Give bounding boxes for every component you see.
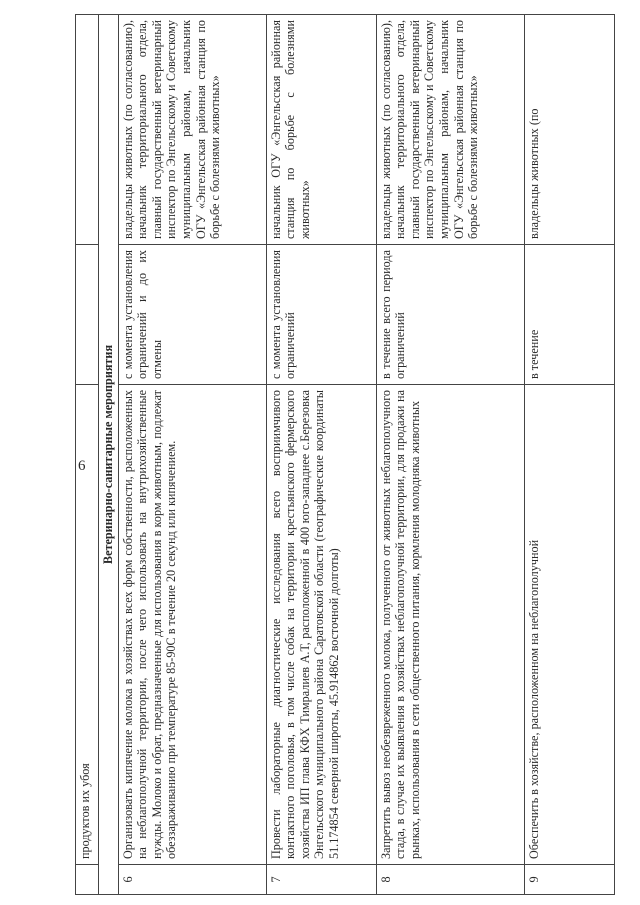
term-text: в течение bbox=[524, 245, 614, 385]
responsible-text: владельцы животных (по bbox=[524, 15, 614, 245]
row-number: 7 bbox=[266, 865, 376, 895]
table-row bbox=[376, 15, 524, 895]
page-number: 6 bbox=[78, 458, 86, 474]
empty-cell bbox=[76, 15, 99, 245]
row-number: 8 bbox=[376, 865, 524, 895]
table-row bbox=[266, 15, 376, 895]
row-number: 6 bbox=[118, 865, 266, 895]
table-row bbox=[118, 15, 266, 895]
responsible-text: владельцы животных (по согласованию), начальник территориального отдела, главный государственный ветеринарный инспектор по Энгельсскому и Советскому муниципальным районам, начальник ОГУ «Энгельсская районная станция по борьбе с болезнями животных» bbox=[118, 15, 266, 245]
continuation-text: продуктов их убоя bbox=[76, 385, 99, 865]
measures-table bbox=[75, 14, 615, 895]
term-text: с момента установления ограничений и до их отмены bbox=[118, 245, 266, 385]
measure-text: Организовать кипячение молока в хозяйствах всех форм собственности, расположенных на неблагополучной территории, после чего использовать на внутрихозяйственные нужды. Молоко и обрат, предназначенные для использования в корм животным, подлежат обеззараживанию при температуре 85-90С в течение 20 секунд или кипячением. bbox=[118, 385, 266, 865]
term-text: с момента установления ограничений bbox=[266, 245, 376, 385]
section-header-row bbox=[99, 15, 119, 895]
measure-text: Обеспечить в хозяйстве, расположенном на неблагополучной bbox=[524, 385, 614, 865]
measure-text: Провести лабораторные диагностические исследования всего восприимчивого контактного поголовья, в том числе собак на территории крестьянского фермерского хозяйства ИП глава КФХ Тимралиев А.Т, расположенной в 400 юго-западнее с.Березовка Энгельсского муниципального района Саратовской области (географические координаты 51.174854 северной широты, 45.914862 восточной долготы) bbox=[266, 385, 376, 865]
measure-text: Запретить вывоз необезвреженного молока, полученного от животных неблагополучного стада, в случае их выявления в хозяйствах неблагополучной территории, для продажи на рынках, использования в сети общественного питания, кормления молодняка животных bbox=[376, 385, 524, 865]
rotated-table-container bbox=[75, 15, 615, 895]
table-row-continuation bbox=[76, 15, 99, 895]
empty-cell bbox=[76, 865, 99, 895]
empty-cell bbox=[76, 245, 99, 385]
responsible-text: начальник ОГУ «Энгельсская районная станция по борьбе с болезнями животных» bbox=[266, 15, 376, 245]
section-title: Ветеринарно-санитарные мероприятия bbox=[99, 15, 119, 895]
table-row bbox=[524, 15, 614, 895]
row-number: 9 bbox=[524, 865, 614, 895]
responsible-text: владельцы животных (по согласованию), начальник территориального отдела, главный государственный ветеринарный инспектор по Энгельсскому и Советскому муниципальным районам, начальник ОГУ «Энгельсская районная станция по борьбе с болезнями животных» bbox=[376, 15, 524, 245]
term-text: в течение всего периода ограничений bbox=[376, 245, 524, 385]
